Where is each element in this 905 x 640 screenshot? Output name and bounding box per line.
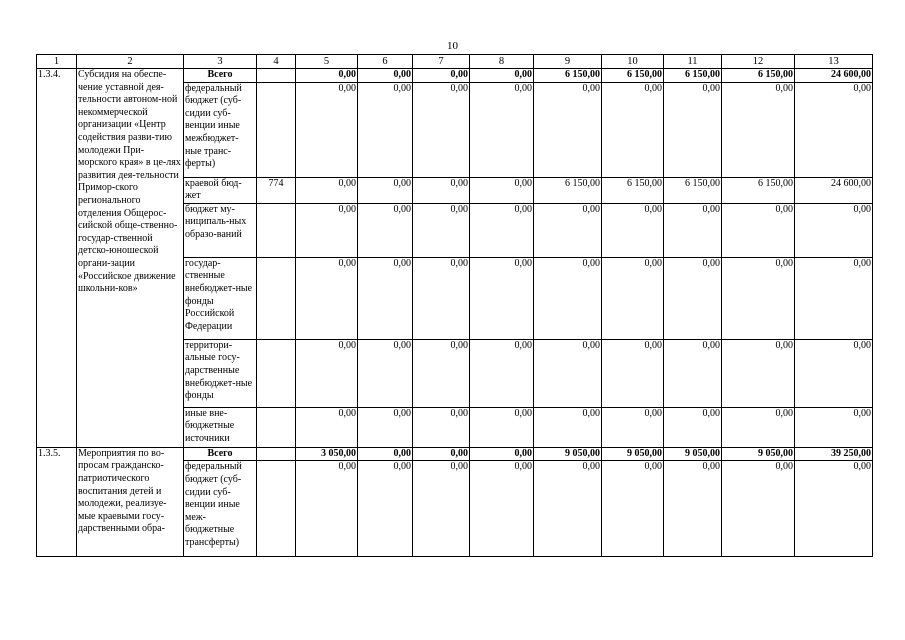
amount-cell: 0,00 xyxy=(358,447,413,461)
funding-source: территори-альные госу-дарственные внебюджет-ные фонды xyxy=(184,339,257,407)
amount-cell: 0,00 xyxy=(602,407,664,447)
amount-cell: 0,00 xyxy=(534,339,602,407)
budget-code xyxy=(257,339,296,407)
funding-source: федеральный бюджет (суб-сидии суб-венции иные межбюджет-ные транс-ферты) xyxy=(184,82,257,177)
funding-source: иные вне-бюджетные источники xyxy=(184,407,257,447)
amount-cell: 0,00 xyxy=(413,177,470,203)
funding-source: Всего xyxy=(184,69,257,83)
item-name: Субсидия на обеспе-чение уставной дея-тельности автоном-ной некоммерческой организации «Центр содействия разви-тию молодежи При-морского края» в це-лях развития дея-тельности Примор-ского регионального отделения Общерос-сийской обще-ственно-государ-ственной детско-юношеской органи-зации «Российское движение школьни-ков» xyxy=(77,69,184,448)
column-header: 6 xyxy=(358,55,413,69)
amount-cell: 0,00 xyxy=(296,461,358,557)
amount-cell: 0,00 xyxy=(534,461,602,557)
funding-source: бюджет му-ниципаль-ных образо-ваний xyxy=(184,203,257,257)
column-header: 11 xyxy=(664,55,722,69)
column-header: 3 xyxy=(184,55,257,69)
budget-code xyxy=(257,257,296,339)
amount-cell: 0,00 xyxy=(296,177,358,203)
amount-cell: 0,00 xyxy=(534,203,602,257)
budget-code xyxy=(257,447,296,461)
amount-cell: 0,00 xyxy=(795,82,873,177)
budget-code xyxy=(257,407,296,447)
column-header: 5 xyxy=(296,55,358,69)
amount-cell: 0,00 xyxy=(664,339,722,407)
item-code: 1.3.4. xyxy=(37,69,77,448)
amount-cell: 0,00 xyxy=(413,257,470,339)
amount-cell: 0,00 xyxy=(722,407,795,447)
amount-cell: 0,00 xyxy=(358,407,413,447)
amount-cell: 6 150,00 xyxy=(664,177,722,203)
amount-cell: 0,00 xyxy=(358,257,413,339)
amount-cell: 0,00 xyxy=(722,461,795,557)
amount-cell: 6 150,00 xyxy=(602,69,664,83)
funding-source: Всего xyxy=(184,447,257,461)
amount-cell: 0,00 xyxy=(602,82,664,177)
page-number: 10 xyxy=(447,40,458,52)
amount-cell: 6 150,00 xyxy=(534,177,602,203)
amount-cell: 0,00 xyxy=(296,407,358,447)
funding-source: государ-ственные внебюджет-ные фонды Российской Федерации xyxy=(184,257,257,339)
amount-cell: 0,00 xyxy=(413,461,470,557)
amount-cell: 0,00 xyxy=(358,339,413,407)
funding-source: федеральный бюджет (суб-сидии суб-венции иные меж-бюджетные трансферты) xyxy=(184,461,257,557)
amount-cell: 0,00 xyxy=(296,203,358,257)
amount-cell: 0,00 xyxy=(358,177,413,203)
amount-cell: 0,00 xyxy=(795,257,873,339)
amount-cell: 0,00 xyxy=(664,407,722,447)
budget-code xyxy=(257,203,296,257)
table-row-total xyxy=(37,447,873,461)
amount-cell: 0,00 xyxy=(413,339,470,407)
amount-cell: 0,00 xyxy=(602,203,664,257)
amount-cell: 0,00 xyxy=(470,461,534,557)
amount-cell: 0,00 xyxy=(470,177,534,203)
amount-cell: 24 600,00 xyxy=(795,69,873,83)
column-header: 1 xyxy=(37,55,77,69)
funding-source: краевой бюд-жет xyxy=(184,177,257,203)
amount-cell: 0,00 xyxy=(413,69,470,83)
budget-code xyxy=(257,461,296,557)
amount-cell: 9 050,00 xyxy=(722,447,795,461)
column-header: 12 xyxy=(722,55,795,69)
amount-cell: 6 150,00 xyxy=(664,69,722,83)
amount-cell: 0,00 xyxy=(664,82,722,177)
amount-cell: 0,00 xyxy=(795,407,873,447)
amount-cell: 0,00 xyxy=(296,339,358,407)
amount-cell: 0,00 xyxy=(296,69,358,83)
amount-cell: 6 150,00 xyxy=(534,69,602,83)
amount-cell: 0,00 xyxy=(470,69,534,83)
amount-cell: 0,00 xyxy=(602,339,664,407)
amount-cell: 0,00 xyxy=(722,82,795,177)
column-header: 10 xyxy=(602,55,664,69)
budget-table xyxy=(36,54,873,557)
amount-cell: 0,00 xyxy=(602,461,664,557)
amount-cell: 24 600,00 xyxy=(795,177,873,203)
amount-cell: 0,00 xyxy=(358,69,413,83)
amount-cell: 0,00 xyxy=(296,257,358,339)
amount-cell: 0,00 xyxy=(413,407,470,447)
item-name: Мероприятия по во-просам гражданско-патриотического воспитания детей и молодежи, реализуе-мые краевыми госу-дарственными обра- xyxy=(77,447,184,557)
amount-cell: 0,00 xyxy=(358,82,413,177)
amount-cell: 0,00 xyxy=(602,257,664,339)
amount-cell: 0,00 xyxy=(664,257,722,339)
amount-cell: 0,00 xyxy=(534,257,602,339)
item-code: 1.3.5. xyxy=(37,447,77,557)
amount-cell: 3 050,00 xyxy=(296,447,358,461)
amount-cell: 0,00 xyxy=(534,82,602,177)
amount-cell: 0,00 xyxy=(664,203,722,257)
column-header: 13 xyxy=(795,55,873,69)
amount-cell: 0,00 xyxy=(470,339,534,407)
column-header: 4 xyxy=(257,55,296,69)
budget-code xyxy=(257,82,296,177)
amount-cell: 0,00 xyxy=(534,407,602,447)
column-header: 8 xyxy=(470,55,534,69)
column-header: 2 xyxy=(77,55,184,69)
amount-cell: 0,00 xyxy=(358,461,413,557)
amount-cell: 0,00 xyxy=(722,257,795,339)
amount-cell: 0,00 xyxy=(470,203,534,257)
amount-cell: 6 150,00 xyxy=(602,177,664,203)
amount-cell: 0,00 xyxy=(296,82,358,177)
amount-cell: 0,00 xyxy=(470,257,534,339)
amount-cell: 6 150,00 xyxy=(722,177,795,203)
table-row-total xyxy=(37,69,873,83)
budget-code xyxy=(257,69,296,83)
amount-cell: 9 050,00 xyxy=(664,447,722,461)
amount-cell: 0,00 xyxy=(795,339,873,407)
amount-cell: 0,00 xyxy=(358,203,413,257)
amount-cell: 0,00 xyxy=(413,82,470,177)
amount-cell: 0,00 xyxy=(470,82,534,177)
amount-cell: 0,00 xyxy=(664,461,722,557)
amount-cell: 6 150,00 xyxy=(722,69,795,83)
amount-cell: 0,00 xyxy=(795,203,873,257)
amount-cell: 0,00 xyxy=(470,447,534,461)
amount-cell: 0,00 xyxy=(795,461,873,557)
amount-cell: 0,00 xyxy=(722,203,795,257)
amount-cell: 9 050,00 xyxy=(534,447,602,461)
column-header: 7 xyxy=(413,55,470,69)
column-header-row xyxy=(37,55,873,69)
amount-cell: 39 250,00 xyxy=(795,447,873,461)
amount-cell: 0,00 xyxy=(413,203,470,257)
amount-cell: 9 050,00 xyxy=(602,447,664,461)
column-header: 9 xyxy=(534,55,602,69)
amount-cell: 0,00 xyxy=(413,447,470,461)
amount-cell: 0,00 xyxy=(722,339,795,407)
budget-code: 774 xyxy=(257,177,296,203)
amount-cell: 0,00 xyxy=(470,407,534,447)
